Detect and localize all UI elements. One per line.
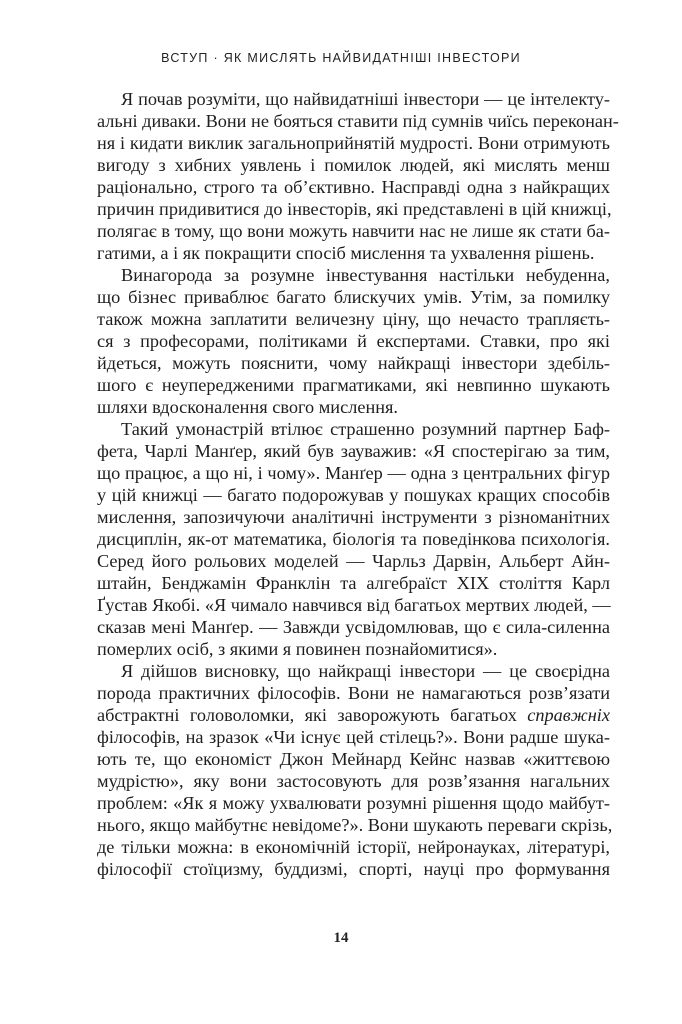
text-line: Винагорода за розумне інвестування настільки небуденна,: [121, 265, 610, 285]
text-line: філософів, на зразок «Чи існує цей стілець?». Вони радше шука-: [97, 727, 610, 747]
text-line: йдеться, можуть пояснити, чому найкращі інвестори здебіль-: [97, 353, 610, 373]
text-line: також можна заплатити величезну ціну, що нечасто трапляєть-: [97, 309, 610, 329]
text-line: Я дійшов висновку, що найкращі інвестори — це своєрідна: [121, 661, 610, 681]
text-line: шого є неупередженими прагматиками, які невпинно шукають: [97, 375, 610, 395]
text-line: порода практичних філософів. Вони не намагаються розв’язати: [97, 683, 610, 703]
text-line: Ґустав Якобі. «Я чимало навчився від багатьох мертвих людей, —: [97, 595, 611, 615]
text-line: проблем: «Як я можу ухвалювати розумні рішення щодо майбут-: [97, 793, 610, 813]
paragraph: [97, 88, 619, 264]
text-segment: абстрактні головоломки, які заворожують багатьох: [97, 705, 528, 725]
text-line: що бізнес приваблює багато блискучих умів. Утім, за помилку: [97, 287, 610, 307]
text-line: фета, Чарлі Манґер, який був зауважив: «Я спостерігаю за тим,: [97, 441, 610, 461]
text-line: ня і кидати виклик загальноприйнятій мудрості. Вони отримують: [97, 133, 610, 153]
paragraph: [97, 264, 610, 418]
page-number: 14: [333, 930, 349, 946]
text-line: дисциплін, як-от математика, біологія та поведінкова психологія.: [97, 529, 610, 549]
text-line: померлих осіб, з якими я повинен познайомитися».: [97, 639, 498, 659]
text-line: [97, 704, 610, 726]
text-line: ся з професорами, політиками й експертами. Ставки, про які: [97, 331, 610, 351]
text-line: де тільки можна: в економічній історії, нейронауках, літературі,: [97, 837, 610, 857]
text-line: мислення, запозичуючи аналітичні інструменти з різноманітних: [97, 507, 610, 527]
text-line: Такий умонастрій втілює страшенно розумний партнер Баф-: [121, 419, 610, 439]
text-line: вигоду з хибних уявлень і помилок людей, які мислять менш: [97, 155, 610, 175]
running-head: ВСТУП · ЯК МИСЛЯТЬ НАЙВИДАТНІШІ ІНВЕСТОРИ: [161, 51, 521, 65]
paragraph: [97, 418, 610, 660]
paragraph: [97, 660, 613, 880]
text-line: причин придивитися до інвесторів, які представлені в цій книжці,: [97, 199, 612, 219]
text-line: раціонально, строго та об’єктивно. Насправді одна з найкращих: [97, 177, 610, 197]
text-line: альні диваки. Вони не бояться ставити під сумнів чиїсь переконан-: [97, 111, 619, 131]
text-line: мудрістю», яку вони застосовують для розв’язання нагальних: [97, 771, 610, 791]
text-line: філософії стоїцизму, буддизмі, спорті, науці про формування: [97, 859, 610, 879]
text-line: що працює, а що ні, і чому». Манґер — одна з центральних фігур: [97, 463, 610, 483]
text-line: гатими, а і як покращити спосіб мислення та ухвалення рішень.: [97, 243, 595, 263]
text-line: Серед його рольових моделей — Чарльз Дарвін, Альберт Айн-: [97, 551, 610, 571]
body-text: [97, 88, 619, 880]
text-line: у цій книжці — багато подорожував у пошуках кращих способів: [97, 485, 610, 505]
italic-text: справжніх: [527, 705, 610, 725]
text-line: сказав мені Манґер. — Завжди усвідомлював, що є сила-силенна: [97, 617, 610, 637]
text-line: ють те, що економіст Джон Мейнард Кейнс назвав «життєвою: [97, 749, 610, 769]
text-line: полягає в тому, що вони можуть навчити нас не лише як стати ба-: [97, 221, 610, 241]
text-line: шляхи вдосконалення свого мислення.: [97, 397, 398, 417]
text-line: штайн, Бенджамін Франклін та алгебраїст XIX століття Карл: [97, 573, 610, 593]
text-line: нього, якщо майбутнє невідоме?». Вони шукають переваги скрізь,: [97, 815, 613, 835]
text-line: Я почав розуміти, що найвидатніші інвестори — це інтелекту-: [121, 89, 610, 109]
